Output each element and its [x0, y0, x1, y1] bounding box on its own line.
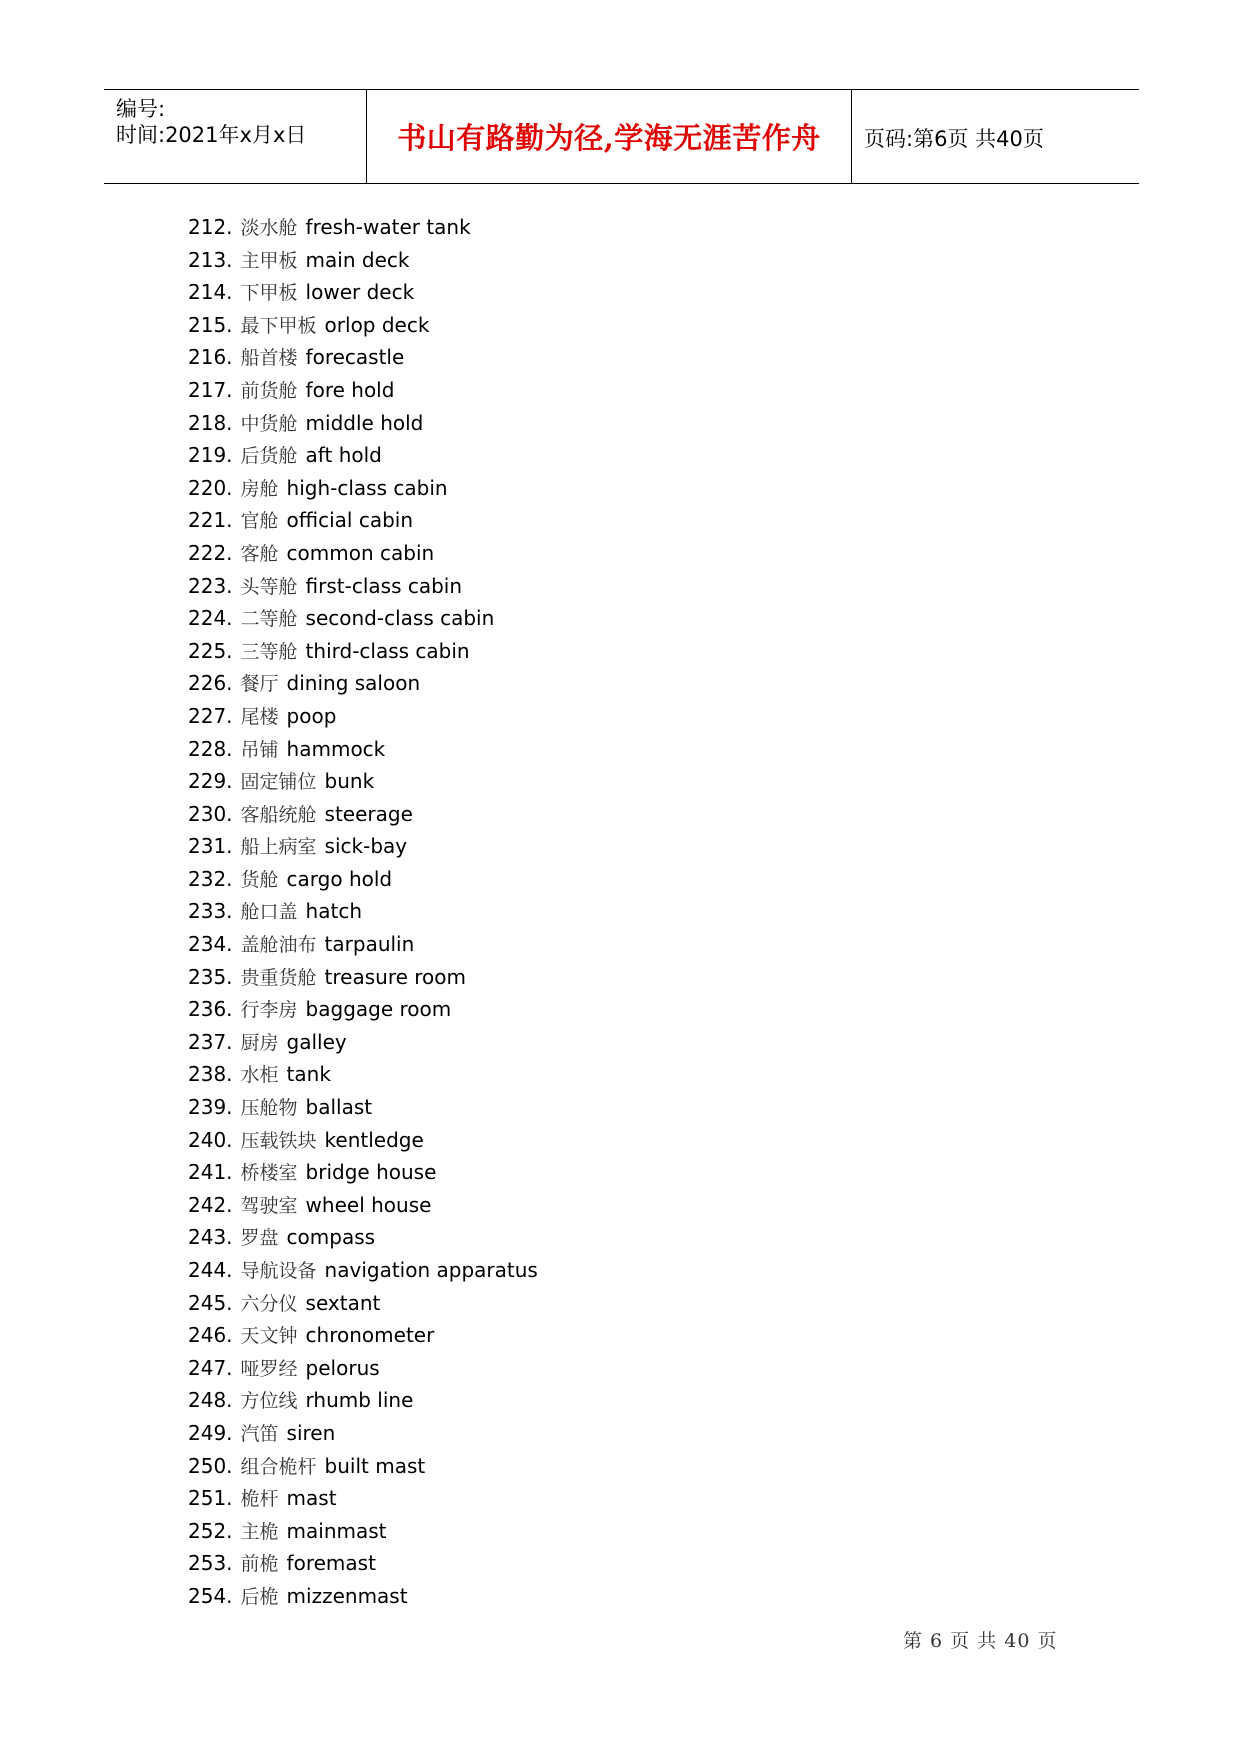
item-number: 250.	[188, 1453, 233, 1478]
item-chinese-term: 吊铺	[240, 738, 279, 761]
item-number: 235.	[188, 964, 233, 989]
item-number: 238.	[188, 1062, 233, 1087]
page-info: 页码:第6页 共40页	[864, 127, 1044, 151]
page-footer: 第 6 页 共 40 页	[903, 1630, 1058, 1652]
list-item	[188, 341, 538, 374]
list-item	[188, 1515, 538, 1548]
item-number: 231.	[188, 834, 233, 859]
item-english-term: bridge house	[305, 1160, 437, 1185]
item-chinese-term: 压舱物	[240, 1097, 298, 1120]
item-chinese-term: 固定铺位	[240, 771, 317, 794]
item-english-term: mizzenmast	[286, 1583, 408, 1608]
list-item	[188, 928, 538, 961]
item-chinese-term: 中货舱	[240, 412, 298, 435]
item-number: 227.	[188, 703, 233, 728]
item-english-term: common cabin	[286, 540, 435, 565]
item-number: 237.	[188, 1029, 233, 1054]
item-number: 220.	[188, 475, 233, 500]
list-item	[188, 961, 538, 994]
time-label: 时间:2021年x月x日	[116, 123, 307, 147]
list-item	[188, 1580, 538, 1613]
item-chinese-term: 组合桅杆	[240, 1455, 317, 1478]
item-number: 228.	[188, 736, 233, 761]
item-number: 234.	[188, 932, 233, 957]
item-chinese-term: 驾驶室	[240, 1194, 298, 1217]
list-item	[188, 276, 538, 309]
list-item	[188, 895, 538, 928]
list-item	[188, 570, 538, 603]
item-number: 233.	[188, 899, 233, 924]
page-header	[104, 89, 1139, 184]
item-english-term: sextant	[305, 1290, 381, 1315]
item-english-term: baggage room	[305, 997, 452, 1022]
item-english-term: siren	[286, 1420, 336, 1445]
list-item	[188, 1352, 538, 1385]
item-english-term: pelorus	[305, 1355, 380, 1380]
item-number: 217.	[188, 377, 233, 402]
item-chinese-term: 淡水舱	[240, 217, 298, 239]
item-english-term: high-class cabin	[286, 475, 448, 500]
item-chinese-term: 后货舱	[240, 445, 298, 468]
item-english-term: official cabin	[286, 508, 414, 533]
item-number: 243.	[188, 1225, 233, 1250]
item-chinese-term: 货舱	[240, 868, 279, 891]
list-item	[188, 1156, 538, 1189]
item-number: 225.	[188, 638, 233, 663]
item-english-term: mast	[286, 1486, 337, 1511]
item-number: 245.	[188, 1290, 233, 1315]
list-item	[188, 504, 538, 537]
item-chinese-term: 前桅	[240, 1553, 279, 1576]
header-motto-cell	[367, 90, 852, 183]
item-number: 252.	[188, 1518, 233, 1543]
item-english-term: fore hold	[305, 377, 395, 402]
item-english-term: orlop deck	[324, 312, 430, 337]
item-chinese-term: 罗盘	[240, 1227, 279, 1250]
list-item	[188, 1091, 538, 1124]
list-item	[188, 1124, 538, 1157]
header-page-cell	[852, 90, 1139, 183]
item-chinese-term: 头等舱	[240, 575, 298, 598]
item-chinese-term: 主桅	[240, 1520, 279, 1543]
item-english-term: aft hold	[305, 443, 382, 468]
item-chinese-term: 压载铁块	[240, 1129, 317, 1152]
item-chinese-term: 船上病室	[240, 836, 317, 859]
item-number: 218.	[188, 410, 233, 435]
list-item	[188, 1058, 538, 1091]
item-number: 248.	[188, 1388, 233, 1413]
item-english-term: sick-bay	[324, 834, 408, 859]
item-english-term: compass	[286, 1225, 376, 1250]
list-item	[188, 1384, 538, 1417]
item-chinese-term: 贵重货舱	[240, 966, 317, 989]
item-number: 223.	[188, 573, 233, 598]
item-chinese-term: 天文钟	[240, 1325, 298, 1348]
item-chinese-term: 前货舱	[240, 379, 298, 402]
item-chinese-term: 厨房	[240, 1031, 279, 1054]
item-number: 224.	[188, 606, 233, 631]
item-chinese-term: 汽笛	[240, 1422, 279, 1445]
item-chinese-term: 主甲板	[240, 249, 298, 272]
item-english-term: fresh-water tank	[305, 215, 471, 239]
item-chinese-term: 客船统舱	[240, 803, 317, 826]
item-english-term: third-class cabin	[305, 638, 470, 663]
item-chinese-term: 二等舱	[240, 608, 298, 631]
list-item	[188, 700, 538, 733]
item-number: 253.	[188, 1551, 233, 1576]
item-number: 254.	[188, 1583, 233, 1608]
list-item	[188, 667, 538, 700]
item-english-term: second-class cabin	[305, 606, 495, 631]
item-number: 232.	[188, 866, 233, 891]
item-chinese-term: 哑罗经	[240, 1357, 298, 1380]
item-chinese-term: 三等舱	[240, 640, 298, 663]
item-number: 239.	[188, 1095, 233, 1120]
item-english-term: bunk	[324, 769, 375, 794]
item-english-term: wheel house	[305, 1192, 432, 1217]
motto: 书山有路勤为径,学海无涯苦作舟	[397, 121, 821, 155]
item-english-term: steerage	[324, 801, 413, 826]
list-item	[188, 537, 538, 570]
item-chinese-term: 官舱	[240, 510, 279, 533]
item-english-term: dining saloon	[286, 671, 421, 696]
item-english-term: navigation apparatus	[324, 1258, 538, 1282]
item-number: 244.	[188, 1258, 233, 1282]
item-english-term: built mast	[324, 1453, 426, 1478]
item-english-term: chronometer	[305, 1323, 435, 1348]
item-english-term: poop	[286, 703, 337, 728]
item-number: 226.	[188, 671, 233, 696]
item-english-term: galley	[286, 1029, 347, 1054]
item-number: 242.	[188, 1192, 233, 1217]
item-english-term: tank	[286, 1062, 331, 1087]
list-item	[188, 863, 538, 896]
item-number: 251.	[188, 1486, 233, 1511]
item-number: 249.	[188, 1420, 233, 1445]
item-number: 236.	[188, 997, 233, 1022]
item-number: 213.	[188, 247, 233, 272]
item-number: 240.	[188, 1127, 233, 1152]
item-chinese-term: 水柜	[240, 1064, 279, 1087]
list-item	[188, 472, 538, 505]
list-item	[188, 830, 538, 863]
list-item	[188, 1482, 538, 1515]
list-item	[188, 635, 538, 668]
list-item	[188, 1221, 538, 1254]
item-english-term: main deck	[305, 247, 410, 272]
item-chinese-term: 行李房	[240, 999, 298, 1022]
list-item	[188, 1287, 538, 1320]
list-item	[188, 1547, 538, 1580]
item-english-term: forecastle	[305, 345, 405, 370]
item-chinese-term: 最下甲板	[240, 314, 317, 337]
list-item	[188, 244, 538, 277]
list-item	[188, 798, 538, 831]
item-english-term: kentledge	[324, 1127, 424, 1152]
item-english-term: lower deck	[305, 280, 415, 305]
item-english-term: hammock	[286, 736, 386, 761]
item-english-term: foremast	[286, 1551, 376, 1576]
item-english-term: tarpaulin	[324, 932, 415, 957]
header-meta-cell	[104, 90, 367, 183]
vocabulary-list	[188, 211, 538, 1613]
item-number: 214.	[188, 280, 233, 305]
list-item	[188, 1189, 538, 1222]
list-item	[188, 1254, 538, 1287]
list-item	[188, 993, 538, 1026]
list-item	[188, 407, 538, 440]
item-chinese-term: 房舱	[240, 477, 279, 500]
list-item	[188, 1450, 538, 1483]
list-item	[188, 1319, 538, 1352]
item-english-term: cargo hold	[286, 866, 393, 891]
item-english-term: hatch	[305, 899, 362, 924]
item-chinese-term: 盖舱油布	[240, 934, 317, 957]
list-item	[188, 211, 538, 244]
item-chinese-term: 方位线	[240, 1390, 298, 1413]
list-item	[188, 439, 538, 472]
item-chinese-term: 下甲板	[240, 282, 298, 305]
list-item	[188, 765, 538, 798]
item-number: 215.	[188, 312, 233, 337]
list-item	[188, 1026, 538, 1059]
list-item	[188, 733, 538, 766]
number-label: 编号:	[116, 97, 166, 121]
list-item	[188, 602, 538, 635]
item-chinese-term: 六分仪	[240, 1292, 298, 1315]
item-english-term: treasure room	[324, 964, 467, 989]
list-item	[188, 1417, 538, 1450]
item-english-term: mainmast	[286, 1518, 387, 1543]
item-number: 212.	[188, 215, 233, 239]
item-chinese-term: 桅杆	[240, 1488, 279, 1511]
item-number: 221.	[188, 508, 233, 533]
item-english-term: ballast	[305, 1095, 373, 1120]
item-english-term: rhumb line	[305, 1388, 414, 1413]
list-item	[188, 309, 538, 342]
item-chinese-term: 后桅	[240, 1585, 279, 1608]
item-chinese-term: 尾楼	[240, 705, 279, 728]
item-chinese-term: 客舱	[240, 542, 279, 565]
item-number: 219.	[188, 443, 233, 468]
item-number: 216.	[188, 345, 233, 370]
item-number: 230.	[188, 801, 233, 826]
item-number: 229.	[188, 769, 233, 794]
item-chinese-term: 餐厅	[240, 673, 279, 696]
item-chinese-term: 导航设备	[240, 1260, 317, 1282]
item-number: 247.	[188, 1355, 233, 1380]
item-english-term: first-class cabin	[305, 573, 463, 598]
item-number: 241.	[188, 1160, 233, 1185]
item-number: 222.	[188, 540, 233, 565]
item-number: 246.	[188, 1323, 233, 1348]
item-english-term: middle hold	[305, 410, 424, 435]
list-item	[188, 374, 538, 407]
item-chinese-term: 舱口盖	[240, 901, 298, 924]
item-chinese-term: 桥楼室	[240, 1162, 298, 1185]
item-chinese-term: 船首楼	[240, 347, 298, 370]
